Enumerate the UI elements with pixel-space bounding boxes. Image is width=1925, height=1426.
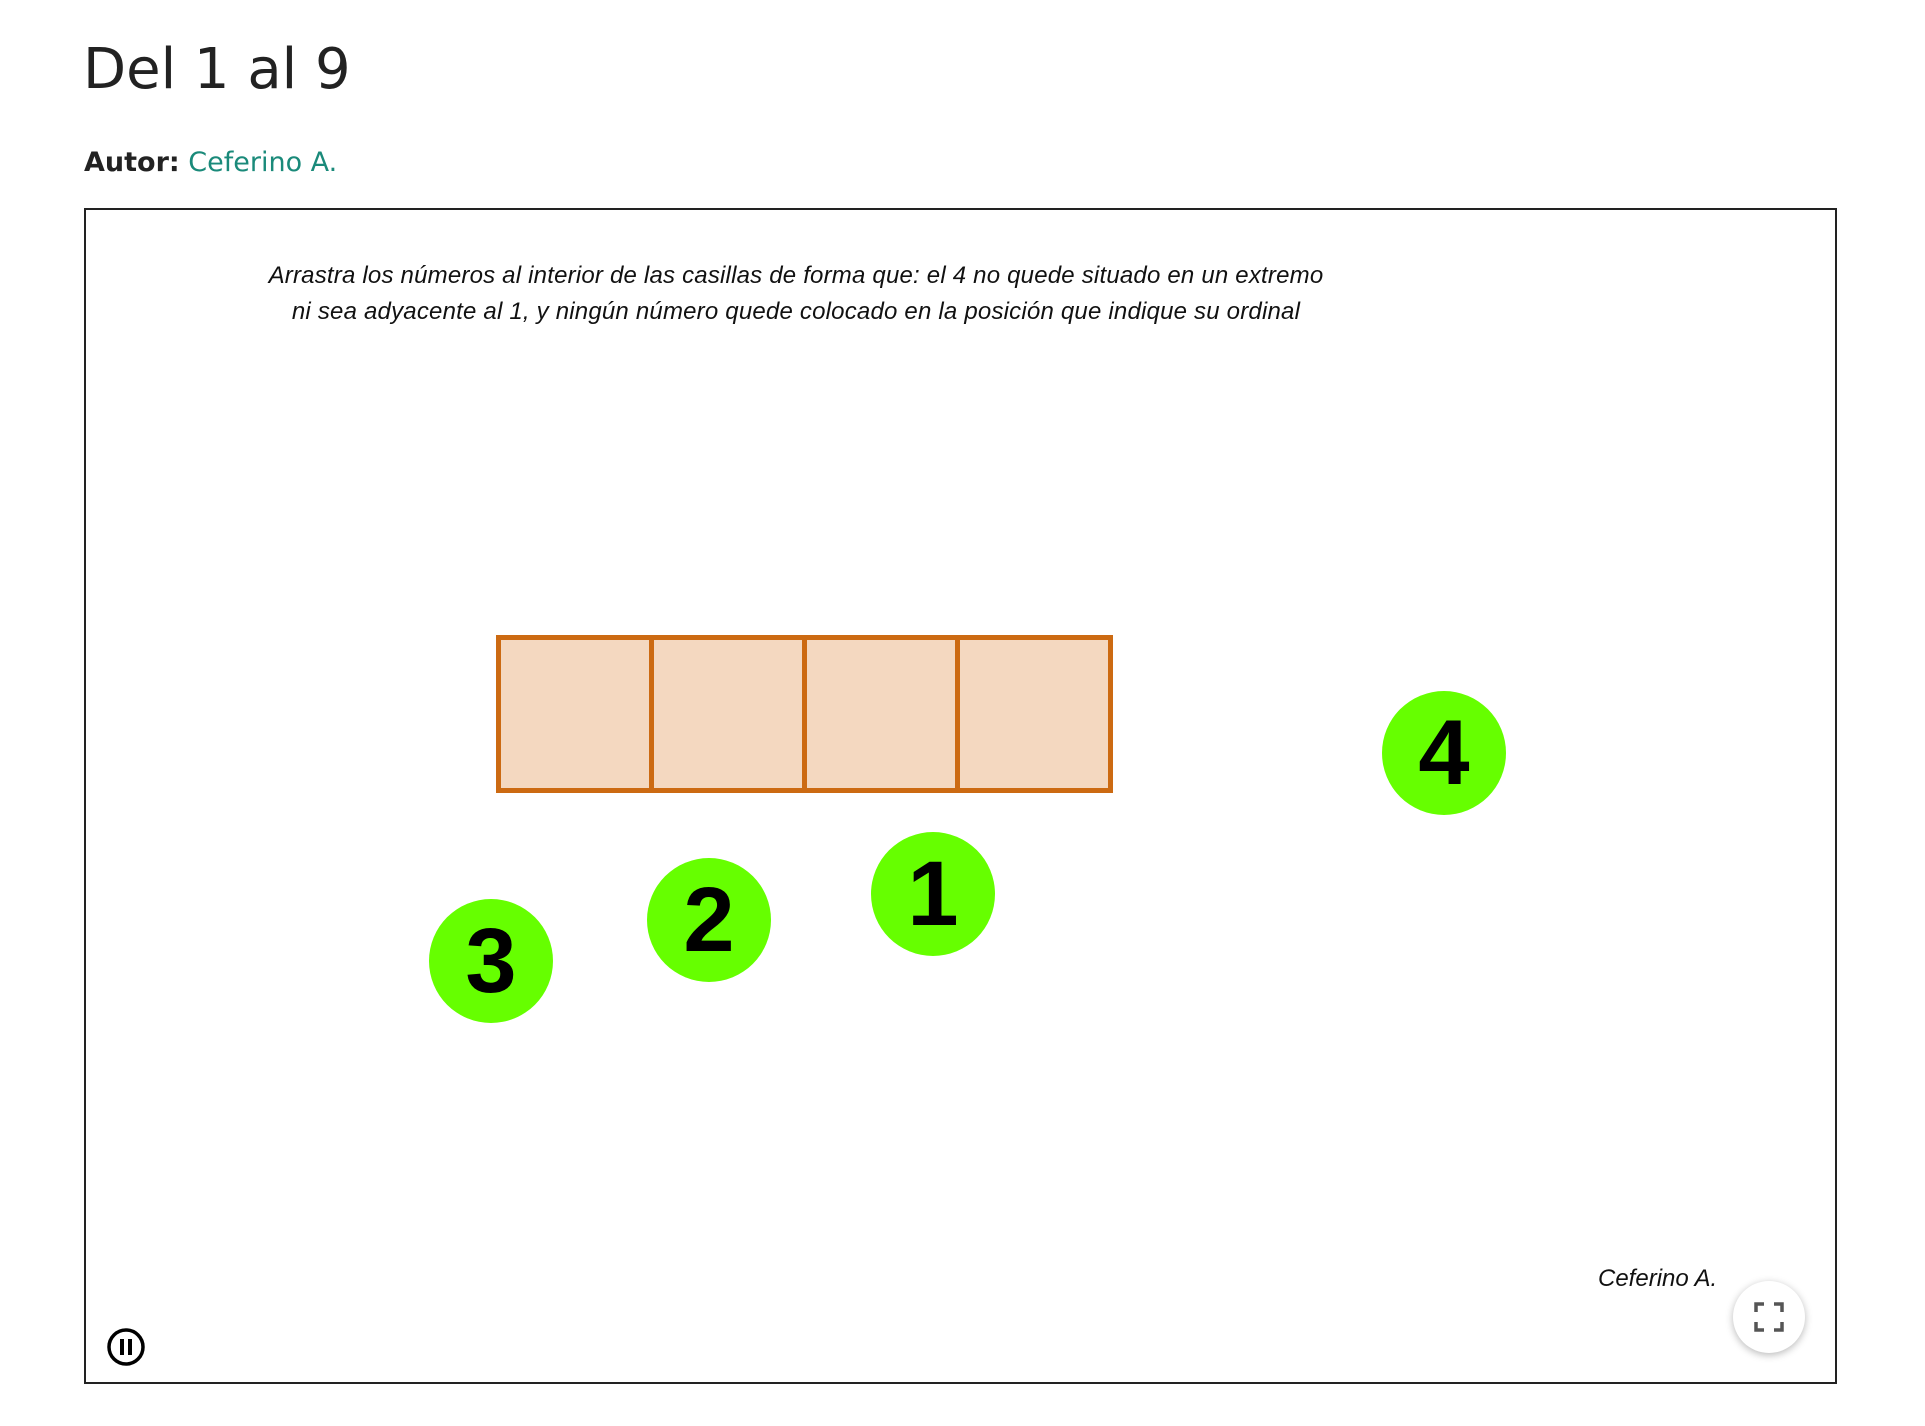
author-label: Autor: [84, 147, 180, 178]
slot-2[interactable] [649, 635, 807, 793]
author-line [84, 143, 337, 183]
credit-text: Ceferino A. [1598, 1265, 1718, 1292]
number-disc-4[interactable]: 4 [1382, 691, 1506, 815]
pause-icon [106, 1327, 146, 1367]
slot-1[interactable] [496, 635, 654, 793]
instructions [246, 258, 1346, 330]
puzzle-applet [84, 208, 1837, 1384]
slot-row [496, 635, 1113, 793]
number-disc-1[interactable]: 1 [871, 832, 995, 956]
number-disc-2[interactable]: 2 [647, 858, 771, 982]
fullscreen-icon [1753, 1301, 1785, 1333]
instructions-line-2: ni sea adyacente al 1, y ningún número quede colocado en la posición que indique su ordinal [291, 298, 1301, 325]
page-title: Del 1 al 9 [83, 37, 351, 102]
instructions-line-1: Arrastra los números al interior de las casillas de forma que: el 4 no quede situado en un extremo [268, 262, 1324, 289]
slot-4[interactable] [955, 635, 1113, 793]
author-link[interactable]: Ceferino A. [188, 147, 338, 178]
slot-3[interactable] [802, 635, 960, 793]
fullscreen-button[interactable] [1733, 1281, 1805, 1353]
pause-button[interactable] [106, 1327, 146, 1367]
number-disc-3[interactable]: 3 [429, 899, 553, 1023]
